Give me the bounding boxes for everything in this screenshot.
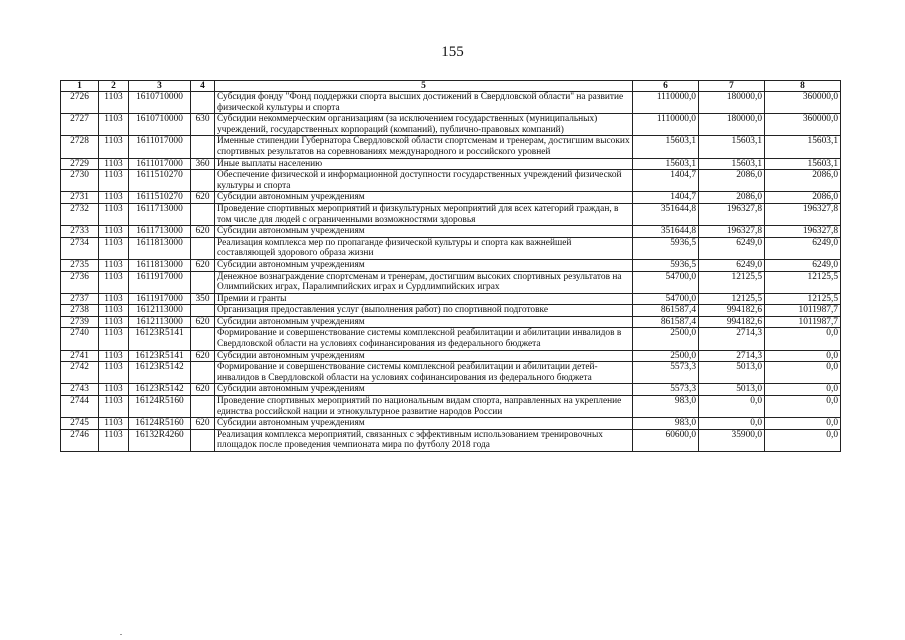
amount-col7-cell: 0,0 <box>699 396 765 418</box>
target-code-cell: 16123R5142 <box>129 362 191 384</box>
amount-col8-cell: 12125,5 <box>765 293 841 305</box>
row-number-cell: 2731 <box>61 192 99 204</box>
expense-kind-cell: 620 <box>191 418 215 430</box>
name-cell: Субсидии некоммерческим организациям (за исключением государственных (муниципальных) учреждений, государственных корпораций (компаний), публично-правовых компаний) <box>215 114 633 136</box>
target-code-cell: 16132R4260 <box>129 429 191 451</box>
amount-col8-cell: 6249,0 <box>765 259 841 271</box>
target-code-cell: 1611510270 <box>129 170 191 192</box>
amount-col8-cell: 196327,8 <box>765 203 841 225</box>
amount-col7-cell: 994182,6 <box>699 305 765 317</box>
amount-col8-cell: 2086,0 <box>765 170 841 192</box>
amount-col7-cell: 196327,8 <box>699 203 765 225</box>
amount-col7-cell: 6249,0 <box>699 237 765 259</box>
section-code-cell: 1103 <box>99 170 129 192</box>
amount-col8-cell: 15603,1 <box>765 136 841 158</box>
table-row <box>61 203 841 225</box>
amount-col6-cell: 15603,1 <box>633 158 699 170</box>
name-cell: Формирование и совершенствование системы комплексной реабилитации и абилитации инвалидов в Свердловской области на условиях софинансирования из федерального бюджета <box>215 328 633 350</box>
row-number-cell: 2746 <box>61 429 99 451</box>
column-header: 6 <box>633 81 699 92</box>
expense-kind-cell <box>191 170 215 192</box>
row-number-cell: 2729 <box>61 158 99 170</box>
target-code-cell: 1611713000 <box>129 226 191 238</box>
row-number-cell: 2727 <box>61 114 99 136</box>
expense-kind-cell <box>191 305 215 317</box>
target-code-cell: 1611510270 <box>129 192 191 204</box>
amount-col6-cell: 351644,8 <box>633 226 699 238</box>
row-number-cell: 2744 <box>61 396 99 418</box>
section-code-cell: 1103 <box>99 237 129 259</box>
section-code-cell: 1103 <box>99 136 129 158</box>
amount-col6-cell: 2500,0 <box>633 350 699 362</box>
table-row <box>61 328 841 350</box>
target-code-cell: 1611713000 <box>129 203 191 225</box>
name-cell: Премии и гранты <box>215 293 633 305</box>
amount-col6-cell: 1404,7 <box>633 192 699 204</box>
name-cell: Денежное вознаграждение спортсменам и тренерам, достигшим высоких спортивных результатов на Олимпийских играх, Паралимпийских играх и Сурдлимпийских играх <box>215 271 633 293</box>
name-cell: Обеспечение физической и информационной доступности государственных учреждений физической культуры и спорта <box>215 170 633 192</box>
section-code-cell: 1103 <box>99 293 129 305</box>
amount-col7-cell: 180000,0 <box>699 114 765 136</box>
name-cell: Проведение спортивных мероприятий по национальным видам спорта, направленных на укрепление единства российской нации и этнокультурное развитие народов России <box>215 396 633 418</box>
target-code-cell: 16123R5142 <box>129 384 191 396</box>
amount-col6-cell: 5573,3 <box>633 362 699 384</box>
section-code-cell: 1103 <box>99 328 129 350</box>
amount-col7-cell: 12125,5 <box>699 293 765 305</box>
amount-col8-cell: 196327,8 <box>765 226 841 238</box>
section-code-cell: 1103 <box>99 259 129 271</box>
table-body <box>61 92 841 452</box>
table-row <box>61 429 841 451</box>
amount-col8-cell: 360000,0 <box>765 114 841 136</box>
expense-kind-cell: 620 <box>191 350 215 362</box>
section-code-cell: 1103 <box>99 384 129 396</box>
name-cell: Субсидии автономным учреждениям <box>215 384 633 396</box>
name-cell: Субсидии автономным учреждениям <box>215 350 633 362</box>
expense-kind-cell <box>191 328 215 350</box>
name-cell: Реализация комплекса мер по пропаганде физической культуры и спорта как важнейшей составляющей здорового образа жизни <box>215 237 633 259</box>
column-header: 5 <box>215 81 633 92</box>
row-number-cell: 2735 <box>61 259 99 271</box>
name-cell: Субсидии автономным учреждениям <box>215 418 633 430</box>
section-code-cell: 1103 <box>99 396 129 418</box>
amount-col8-cell: 0,0 <box>765 396 841 418</box>
table-row <box>61 170 841 192</box>
amount-col7-cell: 35900,0 <box>699 429 765 451</box>
row-number-cell: 2726 <box>61 92 99 114</box>
name-cell: Субсидии автономным учреждениям <box>215 259 633 271</box>
table-row <box>61 158 841 170</box>
amount-col8-cell: 0,0 <box>765 350 841 362</box>
table-row <box>61 237 841 259</box>
target-code-cell: 16124R5160 <box>129 418 191 430</box>
row-number-cell: 2738 <box>61 305 99 317</box>
row-number-cell: 2736 <box>61 271 99 293</box>
table-row <box>61 350 841 362</box>
amount-col6-cell: 2500,0 <box>633 328 699 350</box>
scan-speck <box>120 634 122 635</box>
target-code-cell: 1611917000 <box>129 271 191 293</box>
amount-col8-cell: 0,0 <box>765 418 841 430</box>
row-number-cell: 2739 <box>61 316 99 328</box>
amount-col8-cell: 360000,0 <box>765 92 841 114</box>
section-code-cell: 1103 <box>99 158 129 170</box>
amount-col6-cell: 983,0 <box>633 418 699 430</box>
amount-col7-cell: 5013,0 <box>699 362 765 384</box>
row-number-cell: 2740 <box>61 328 99 350</box>
expense-kind-cell: 620 <box>191 316 215 328</box>
section-code-cell: 1103 <box>99 350 129 362</box>
target-code-cell: 1610710000 <box>129 92 191 114</box>
amount-col8-cell: 0,0 <box>765 328 841 350</box>
budget-table <box>60 80 841 452</box>
expense-kind-cell <box>191 203 215 225</box>
amount-col7-cell: 12125,5 <box>699 271 765 293</box>
table-row <box>61 396 841 418</box>
name-cell: Проведение спортивных мероприятий и физкультурных мероприятий для всех категорий граждан, в том числе для людей с ограниченными возможностями здоровья <box>215 203 633 225</box>
column-header: 3 <box>129 81 191 92</box>
expense-kind-cell: 620 <box>191 226 215 238</box>
expense-kind-cell: 620 <box>191 384 215 396</box>
amount-col7-cell: 994182,6 <box>699 316 765 328</box>
name-cell: Субсидии автономным учреждениям <box>215 226 633 238</box>
section-code-cell: 1103 <box>99 92 129 114</box>
expense-kind-cell <box>191 271 215 293</box>
expense-kind-cell: 620 <box>191 259 215 271</box>
amount-col7-cell: 15603,1 <box>699 158 765 170</box>
expense-kind-cell <box>191 362 215 384</box>
expense-kind-cell: 350 <box>191 293 215 305</box>
amount-col6-cell: 1110000,0 <box>633 114 699 136</box>
amount-col8-cell: 6249,0 <box>765 237 841 259</box>
amount-col7-cell: 5013,0 <box>699 384 765 396</box>
row-number-cell: 2742 <box>61 362 99 384</box>
table-row <box>61 316 841 328</box>
expense-kind-cell: 620 <box>191 192 215 204</box>
amount-col6-cell: 60600,0 <box>633 429 699 451</box>
name-cell: Иные выплаты населению <box>215 158 633 170</box>
target-code-cell: 16123R5141 <box>129 350 191 362</box>
target-code-cell: 1611813000 <box>129 237 191 259</box>
amount-col8-cell: 15603,1 <box>765 158 841 170</box>
table-row <box>61 226 841 238</box>
row-number-cell: 2745 <box>61 418 99 430</box>
section-code-cell: 1103 <box>99 316 129 328</box>
amount-col7-cell: 2714,3 <box>699 328 765 350</box>
expense-kind-cell <box>191 396 215 418</box>
amount-col8-cell: 0,0 <box>765 429 841 451</box>
amount-col7-cell: 6249,0 <box>699 259 765 271</box>
amount-col7-cell: 196327,8 <box>699 226 765 238</box>
amount-col6-cell: 5936,5 <box>633 259 699 271</box>
name-cell: Субсидии автономным учреждениям <box>215 316 633 328</box>
row-number-cell: 2737 <box>61 293 99 305</box>
section-code-cell: 1103 <box>99 203 129 225</box>
amount-col6-cell: 1110000,0 <box>633 92 699 114</box>
target-code-cell: 1611017000 <box>129 136 191 158</box>
header-row <box>61 81 841 92</box>
row-number-cell: 2743 <box>61 384 99 396</box>
table-row <box>61 92 841 114</box>
section-code-cell: 1103 <box>99 429 129 451</box>
expense-kind-cell <box>191 429 215 451</box>
name-cell: Формирование и совершенствование системы комплексной реабилитации и абилитации детей-инвалидов в Свердловской области на условиях софинансирования из федерального бюджета <box>215 362 633 384</box>
table-row <box>61 114 841 136</box>
name-cell: Организация предоставления услуг (выполнения работ) по спортивной подготовке <box>215 305 633 317</box>
amount-col8-cell: 1011987,7 <box>765 316 841 328</box>
amount-col8-cell: 12125,5 <box>765 271 841 293</box>
table-row <box>61 384 841 396</box>
amount-col8-cell: 1011987,7 <box>765 305 841 317</box>
table-row <box>61 271 841 293</box>
amount-col6-cell: 983,0 <box>633 396 699 418</box>
section-code-cell: 1103 <box>99 305 129 317</box>
amount-col6-cell: 351644,8 <box>633 203 699 225</box>
amount-col8-cell: 0,0 <box>765 362 841 384</box>
target-code-cell: 1612113000 <box>129 316 191 328</box>
section-code-cell: 1103 <box>99 362 129 384</box>
table-row <box>61 259 841 271</box>
table-row <box>61 192 841 204</box>
target-code-cell: 16124R5160 <box>129 396 191 418</box>
row-number-cell: 2730 <box>61 170 99 192</box>
amount-col6-cell: 5936,5 <box>633 237 699 259</box>
expense-kind-cell <box>191 237 215 259</box>
row-number-cell: 2733 <box>61 226 99 238</box>
amount-col6-cell: 861587,4 <box>633 316 699 328</box>
table-row <box>61 362 841 384</box>
amount-col6-cell: 54700,0 <box>633 271 699 293</box>
page-number: 155 <box>441 44 464 60</box>
target-code-cell: 1611813000 <box>129 259 191 271</box>
expense-kind-cell: 630 <box>191 114 215 136</box>
target-code-cell: 1612113000 <box>129 305 191 317</box>
amount-col7-cell: 2086,0 <box>699 170 765 192</box>
row-number-cell: 2741 <box>61 350 99 362</box>
amount-col7-cell: 2714,3 <box>699 350 765 362</box>
table-row <box>61 305 841 317</box>
target-code-cell: 1611917000 <box>129 293 191 305</box>
amount-col6-cell: 15603,1 <box>633 136 699 158</box>
column-header: 2 <box>99 81 129 92</box>
table-row <box>61 293 841 305</box>
section-code-cell: 1103 <box>99 418 129 430</box>
name-cell: Реализация комплекса мероприятий, связанных с эффективным использованием тренировочных площадок после проведения чемпионата мира по футболу 2018 года <box>215 429 633 451</box>
table-row <box>61 418 841 430</box>
target-code-cell: 1611017000 <box>129 158 191 170</box>
expense-kind-cell: 360 <box>191 158 215 170</box>
expense-kind-cell <box>191 136 215 158</box>
section-code-cell: 1103 <box>99 226 129 238</box>
name-cell: Субсидии автономным учреждениям <box>215 192 633 204</box>
amount-col7-cell: 2086,0 <box>699 192 765 204</box>
section-code-cell: 1103 <box>99 114 129 136</box>
section-code-cell: 1103 <box>99 271 129 293</box>
amount-col8-cell: 2086,0 <box>765 192 841 204</box>
amount-col6-cell: 54700,0 <box>633 293 699 305</box>
column-header: 1 <box>61 81 99 92</box>
amount-col6-cell: 5573,3 <box>633 384 699 396</box>
amount-col6-cell: 1404,7 <box>633 170 699 192</box>
amount-col7-cell: 15603,1 <box>699 136 765 158</box>
table-row <box>61 136 841 158</box>
expense-kind-cell <box>191 92 215 114</box>
name-cell: Субсидия фонду "Фонд поддержки спорта высших достижений в Свердловской области" на развитие физической культуры и спорта <box>215 92 633 114</box>
row-number-cell: 2728 <box>61 136 99 158</box>
target-code-cell: 16123R5141 <box>129 328 191 350</box>
section-code-cell: 1103 <box>99 192 129 204</box>
column-header: 4 <box>191 81 215 92</box>
row-number-cell: 2734 <box>61 237 99 259</box>
row-number-cell: 2732 <box>61 203 99 225</box>
amount-col6-cell: 861587,4 <box>633 305 699 317</box>
amount-col8-cell: 0,0 <box>765 384 841 396</box>
column-header: 8 <box>765 81 841 92</box>
name-cell: Именные стипендии Губернатора Свердловской области спортсменам и тренерам, достигшим высоких спортивных результатов на соревнованиях международного и российского уровней <box>215 136 633 158</box>
amount-col7-cell: 0,0 <box>699 418 765 430</box>
column-header: 7 <box>699 81 765 92</box>
amount-col7-cell: 180000,0 <box>699 92 765 114</box>
target-code-cell: 1610710000 <box>129 114 191 136</box>
